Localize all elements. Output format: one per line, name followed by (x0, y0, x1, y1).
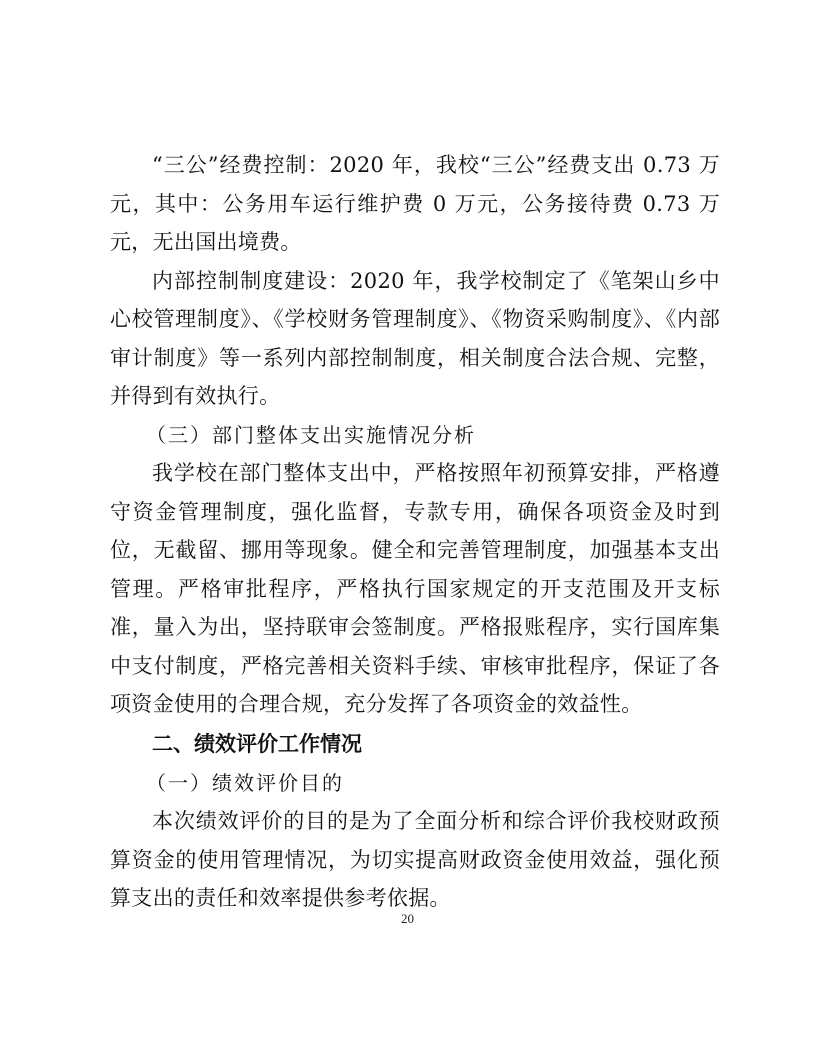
subheading-expenditure-analysis: （三）部门整体支出实施情况分析 (146, 422, 476, 447)
section-heading-performance-evaluation: 二、绩效评价工作情况 (152, 731, 362, 756)
paragraph-three-public-expenses: “三公”经费控制：2020 年，我校“三公”经费支出 0.73 万元，其中：公务用车运行维护费 0 万元，公务接待费 0.73 万元，无出国出境费。 (110, 153, 720, 254)
subheading-evaluation-purpose: （一）绩效评价目的 (146, 770, 344, 795)
paragraph-evaluation-purpose: 本次绩效评价的目的是为了全面分析和综合评价我校财政预算资金的使用管理情况，为切实提高财政资金使用效益，强化预算支出的责任和效率提供参考依据。 (110, 809, 720, 910)
paragraph-expenditure-analysis: 我学校在部门整体支出中，严格按照年初预算安排，严格遵守资金管理制度，强化监督，专款专用，确保各项资金及时到位，无截留、挪用等现象。健全和完善管理制度，加强基本支出管理。严格审批程序，严格执行国家规定的开支范围及开支标准，量入为出，坚持联审会签制度。严格报账程序，实行国库集中支付制度，严格完善相关资料手续、审核审批程序，保证了各项资金使用的合理合规，充分发挥了各项资金的效益性。 (110, 461, 720, 716)
paragraph-internal-control: 内部控制制度建设：2020 年，我学校制定了《笔架山乡中心校管理制度》、《学校财务管理制度》、《物资采购制度》、《内部审计制度》等一系列内部控制制度，相关制度合法合规、完整，并得到有效执行。 (110, 268, 720, 408)
page-content (110, 146, 720, 918)
page-number: 20 (401, 911, 414, 926)
